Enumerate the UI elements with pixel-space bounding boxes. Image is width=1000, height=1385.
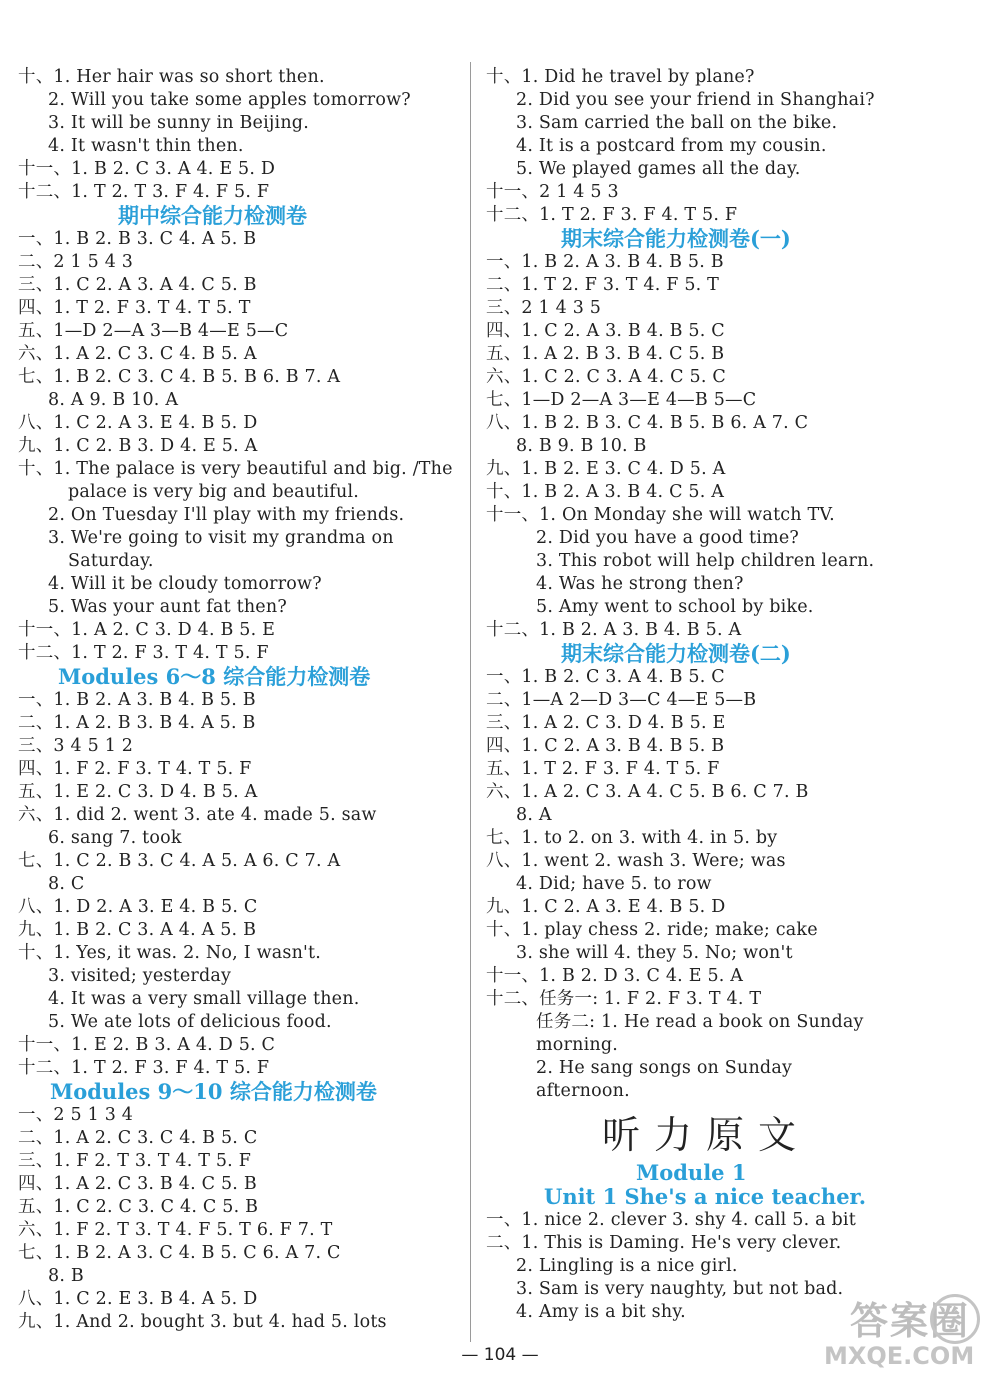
answer-line: 6. sang 7. took [48,828,182,848]
answer-line: 四、1. A 2. C 3. B 4. C 5. B [18,1174,257,1194]
answer-line: 五、1. E 2. C 3. D 4. B 5. A [18,782,258,802]
answer-line: Saturday. [68,551,154,571]
answer-line: 六、1. F 2. T 3. T 4. F 5. T 6. F 7. T [18,1220,333,1240]
answer-line: 五、1. T 2. F 3. F 4. T 5. F [486,759,720,779]
answer-line: 七、1. C 2. B 3. C 4. A 5. A 6. C 7. A [18,851,341,871]
answer-line: 8. A [516,805,552,825]
answer-line: 4. Was he strong then? [536,574,744,594]
answer-line: morning. [536,1035,618,1055]
answer-line: 8. A 9. B 10. A [48,390,179,410]
answer-line: 十一、1. On Monday she will watch TV. [486,505,835,525]
answer-line: 5. Amy went to school by bike. [536,597,814,617]
answer-line: 2. He sang songs on Sunday [536,1058,793,1078]
answer-line: 4. It wasn't thin then. [48,136,244,156]
answer-line: 三、1. F 2. T 3. T 4. T 5. F [18,1151,252,1171]
answer-line: 十、1. play chess 2. ride; make; cake [486,920,818,940]
answer-line: 2. On Tuesday I'll play with my friends. [48,505,405,525]
answer-line: 十、1. Yes, it was. 2. No, I wasn't. [18,943,322,963]
answer-line: 一、1. B 2. C 3. A 4. B 5. C [486,667,725,687]
answer-line: 九、1. C 2. A 3. E 4. B 5. D [486,897,726,917]
column-divider [470,62,471,1342]
answer-line: 十二、1. T 2. F 3. T 4. T 5. F [18,643,269,663]
answer-line: 二、2 1 5 4 3 [18,252,134,272]
answer-line: 4. Did; have 5. to row [516,874,712,894]
answer-line: 一、1. nice 2. clever 3. shy 4. call 5. a bit [486,1210,856,1230]
answer-line: 三、3 4 5 1 2 [18,736,134,756]
answer-line: 3. visited; yesterday [48,966,232,986]
answer-line: 十二、1. T 2. T 3. F 4. F 5. F [18,182,270,202]
answer-line: 3. Sam carried the ball on the bike. [516,113,838,133]
answer-line: 任务二: 1. He read a book on Sunday [536,1012,864,1032]
answer-line: 十、1. Did he travel by plane? [486,67,755,87]
answer-line: 三、1. A 2. C 3. D 4. B 5. E [486,713,726,733]
watermark-ring-icon [930,1294,980,1344]
answer-line: 5. Was your aunt fat then? [48,597,287,617]
answer-line: 2. Will you take some apples tomorrow? [48,90,411,110]
answer-line: 4. It is a postcard from my cousin. [516,136,827,156]
answer-line: 一、2 5 1 3 4 [18,1105,134,1125]
answer-line: 七、1. to 2. on 3. with 4. in 5. by [486,828,778,848]
answer-line: 一、1. B 2. A 3. B 4. B 5. B [18,690,256,710]
answer-line: 十二、1. T 2. F 3. F 4. T 5. F [18,1058,270,1078]
answer-line: 十、1. Her hair was so short then. [18,67,325,87]
section-title-large: 听力原文 [601,1113,810,1157]
answer-line: 三、1. C 2. A 3. A 4. C 5. B [18,275,257,295]
answer-line: 3. It will be sunny in Beijing. [48,113,309,133]
section-heading: 期中综合能力检测卷 [118,203,307,228]
section-heading: Modules 9～10 综合能力检测卷 [50,1079,377,1104]
answer-line: 九、1. C 2. B 3. D 4. E 5. A [18,436,258,456]
answer-line: 十、1. B 2. A 3. B 4. C 5. A [486,482,725,502]
section-heading: 期末综合能力检测卷(一) [561,226,791,251]
answer-line: 八、1. D 2. A 3. E 4. B 5. C [18,897,258,917]
section-heading: Module 1 [636,1160,747,1185]
answer-line: 8. C [48,874,85,894]
watermark-text: 答案圈 [850,1299,971,1343]
answer-line: 六、1. C 2. C 3. A 4. C 5. C [486,367,726,387]
answer-line: 九、1. B 2. C 3. A 4. A 5. B [18,920,257,940]
answer-line: 六、1. A 2. C 3. A 4. C 5. B 6. C 7. B [486,782,809,802]
answer-line: 八、1. went 2. wash 3. Were; was [486,851,786,871]
answer-line: 十一、1. B 2. C 3. A 4. E 5. D [18,159,276,179]
answer-line: 4. Amy is a bit shy. [516,1302,686,1322]
answer-line: 八、1. C 2. E 3. B 4. A 5. D [18,1289,258,1309]
answer-line: 3. We're going to visit my grandma on [48,528,394,548]
answer-line: 十二、1. T 2. F 3. F 4. T 5. F [486,205,738,225]
answer-line: 十一、1. E 2. B 3. A 4. D 5. C [18,1035,276,1055]
answer-line: 2. Lingling is a nice girl. [516,1256,738,1276]
answer-line: 十、1. The palace is very beautiful and big. /The [18,459,453,479]
watermark-url: MXQE.COM [824,1342,975,1370]
left-column [18,66,458,1334]
answer-line: 3. This robot will help children learn. [536,551,875,571]
answer-line: 2. Did you have a good time? [536,528,800,548]
answer-line: 5. We played games all the day. [516,159,801,179]
answer-line: 七、1. B 2. C 3. C 4. B 5. B 6. B 7. A [18,367,341,387]
answer-line: 九、1. B 2. E 3. C 4. D 5. A [486,459,726,479]
answer-line: 二、1. This is Daming. He's very clever. [486,1233,842,1253]
answer-line: 六、1. did 2. went 3. ate 4. made 5. saw [18,805,377,825]
answer-line: 一、1. B 2. A 3. B 4. B 5. B [486,252,724,272]
answer-line: 2. Did you see your friend in Shanghai? [516,90,875,110]
answer-line: 五、1. C 2. C 3. C 4. C 5. B [18,1197,259,1217]
answer-line: palace is very big and beautiful. [68,482,360,502]
section-heading: Unit 1 She's a nice teacher. [544,1184,867,1209]
section-heading: Modules 6～8 综合能力检测卷 [58,664,371,689]
answer-line: 四、1. F 2. F 3. T 4. T 5. F [18,759,252,779]
answer-line: 4. Will it be cloudy tomorrow? [48,574,322,594]
answer-line: 二、1. A 2. C 3. C 4. B 5. C [18,1128,258,1148]
answer-line: 十二、任务一: 1. F 2. F 3. T 4. T [486,989,762,1009]
answer-line: 六、1. A 2. C 3. C 4. B 5. A [18,344,257,364]
answer-line: 3. Sam is very naughty, but not bad. [516,1279,844,1299]
answer-line: 二、1. T 2. F 3. T 4. F 5. T [486,275,720,295]
answer-line: 七、1. B 2. A 3. C 4. B 5. C 6. A 7. C [18,1243,341,1263]
answer-line: afternoon. [536,1081,630,1101]
answer-line: 8. B 9. B 10. B [516,436,647,456]
answer-line: 四、1. T 2. F 3. T 4. T 5. T [18,298,251,318]
answer-line: 十一、1. A 2. C 3. D 4. B 5. E [18,620,276,640]
answer-line: 一、1. B 2. B 3. C 4. A 5. B [18,229,257,249]
answer-line: 8. B [48,1266,84,1286]
watermark-logo [820,1290,990,1380]
right-column [486,66,926,1324]
section-heading: 期末综合能力检测卷(二) [561,641,791,666]
answer-line: 四、1. C 2. A 3. B 4. B 5. B [486,736,725,756]
answer-line: 八、1. C 2. A 3. E 4. B 5. D [18,413,258,433]
answer-line: 四、1. C 2. A 3. B 4. B 5. C [486,321,725,341]
answer-line: 五、1—D 2—A 3—B 4—E 5—C [18,321,289,341]
answer-line: 十一、1. B 2. D 3. C 4. E 5. A [486,966,744,986]
answer-line: 十一、2 1 4 5 3 [486,182,619,202]
answer-line: 二、1. A 2. B 3. B 4. A 5. B [18,713,256,733]
answer-line: 八、1. B 2. B 3. C 4. B 5. B 6. A 7. C [486,413,809,433]
answer-line: 九、1. And 2. bought 3. but 4. had 5. lots [18,1312,387,1332]
answer-line: 十二、1. B 2. A 3. B 4. B 5. A [486,620,742,640]
answer-line: 五、1. A 2. B 3. B 4. C 5. B [486,344,725,364]
page-number: — 104 — [461,1345,539,1365]
answer-line: 七、1—D 2—A 3—E 4—B 5—C [486,390,757,410]
answer-line: 4. It was a very small village then. [48,989,360,1009]
answer-line: 5. We ate lots of delicious food. [48,1012,332,1032]
answer-line: 三、2 1 4 3 5 [486,298,602,318]
answer-line: 3. she will 4. they 5. No; won't [516,943,793,963]
answer-line: 二、1—A 2—D 3—C 4—E 5—B [486,690,757,710]
